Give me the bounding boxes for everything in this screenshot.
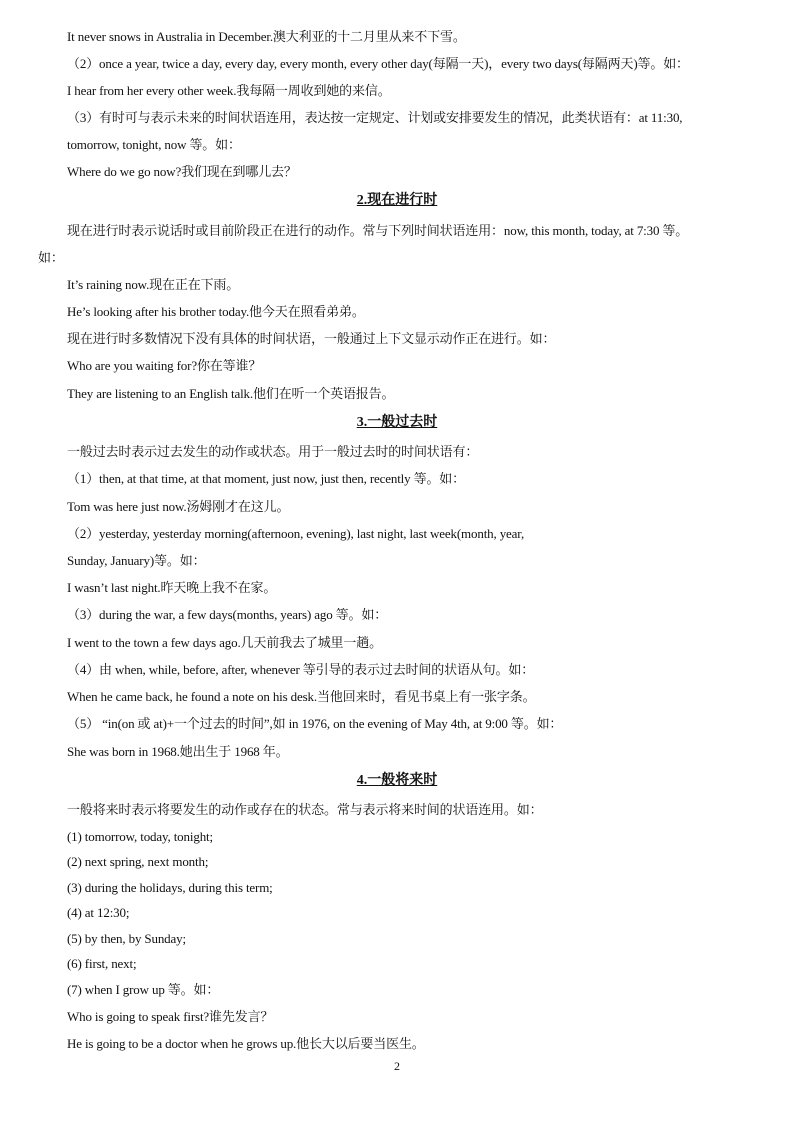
text-line: （5） “in(on 或 at)+一个过去的时间”,如 in 1976, on the evening of May 4th, at 9:00 等。如：	[67, 716, 563, 731]
text-line: I hear from her every other week.我每隔一周收到她的来信。	[67, 83, 391, 98]
text-line: I went to the town a few days ago.几天前我去了城里一趟。	[67, 635, 382, 650]
text-line: He is going to be a doctor when he grows up.他长大以后要当医生。	[67, 1036, 425, 1051]
section-heading-simple-future: 4.一般将来时	[356, 773, 438, 788]
text-line: （3）有时可与表示未来的时间状语连用，表达按一定规定、计划或安排要发生的情况，此类状语有：at 11:30,	[67, 110, 683, 125]
list-item: (1) tomorrow, today, tonight;	[67, 829, 213, 844]
text-line: （1）then, at that time, at that moment, just now, just then, recently 等。如：	[67, 471, 465, 486]
section-heading-present-continuous: 2.现在进行时	[356, 193, 438, 208]
text-line: 一般过去时表示过去发生的动作或状态。用于一般过去时的时间状语有：	[67, 444, 479, 459]
text-line: Where do we go now?我们现在到哪儿去？	[67, 164, 297, 179]
list-item: (5) by then, by Sunday;	[67, 931, 186, 946]
text-line: 现在进行时表示说话时或目前阶段正在进行的动作。常与下列时间状语连用：now, this month, today, at 7:30 等。	[67, 223, 689, 238]
text-line: 如：	[38, 250, 64, 265]
list-item: (2) next spring, next month;	[67, 854, 209, 869]
text-line: （2）yesterday, yesterday morning(afternoon, evening), last night, last week(month, year,	[67, 526, 525, 541]
section-heading-simple-past: 3.一般过去时	[356, 415, 438, 430]
list-item: (6) first, next;	[67, 956, 137, 971]
text-line: 一般将来时表示将要发生的动作或存在的状态。常与表示将来时间的状语连用。如：	[67, 802, 543, 817]
text-line: Who are you waiting for?你在等谁？	[67, 358, 262, 373]
text-line: （4）由 when, while, before, after, whenever 等引导的表示过去时间的状语从句。如：	[67, 662, 535, 677]
list-item: (4) at 12:30;	[67, 905, 130, 920]
text-line: When he came back, he found a note on his desk.当他回来时，看见书桌上有一张字条。	[67, 689, 536, 704]
text-line: Sunday, January)等。如：	[67, 553, 206, 568]
text-line: Who is going to speak first?谁先发言？	[67, 1009, 274, 1024]
text-line: Tom was here just now.汤姆刚才在这儿。	[67, 499, 290, 514]
text-line: I wasn’t last night.昨天晚上我不在家。	[67, 580, 277, 595]
text-line: 现在进行时多数情况下没有具体的时间状语，一般通过上下文显示动作正在进行。如：	[67, 331, 556, 346]
list-item: (3) during the holidays, during this term;	[67, 880, 273, 895]
list-item: (7) when I grow up 等。如：	[67, 982, 220, 997]
text-line: They are listening to an English talk.他们在听一个英语报告。	[67, 386, 395, 401]
text-line: He’s looking after his brother today.他今天在照看弟弟。	[67, 304, 365, 319]
page-number: 2	[394, 1059, 400, 1073]
text-line: She was born in 1968.她出生于 1968 年。	[67, 744, 289, 759]
text-line: tomorrow, tonight, now 等。如：	[67, 137, 241, 152]
text-line: It never snows in Australia in December.澳大利亚的十二月里从来不下雪。	[67, 29, 466, 44]
text-line: （3）during the war, a few days(months, years) ago 等。如：	[67, 607, 388, 622]
text-line: （2）once a year, twice a day, every day, every month, every other day(每隔一天)，every two days(每隔两天)等。如：	[67, 56, 689, 71]
text-line: It’s raining now.现在正在下雨。	[67, 277, 240, 292]
